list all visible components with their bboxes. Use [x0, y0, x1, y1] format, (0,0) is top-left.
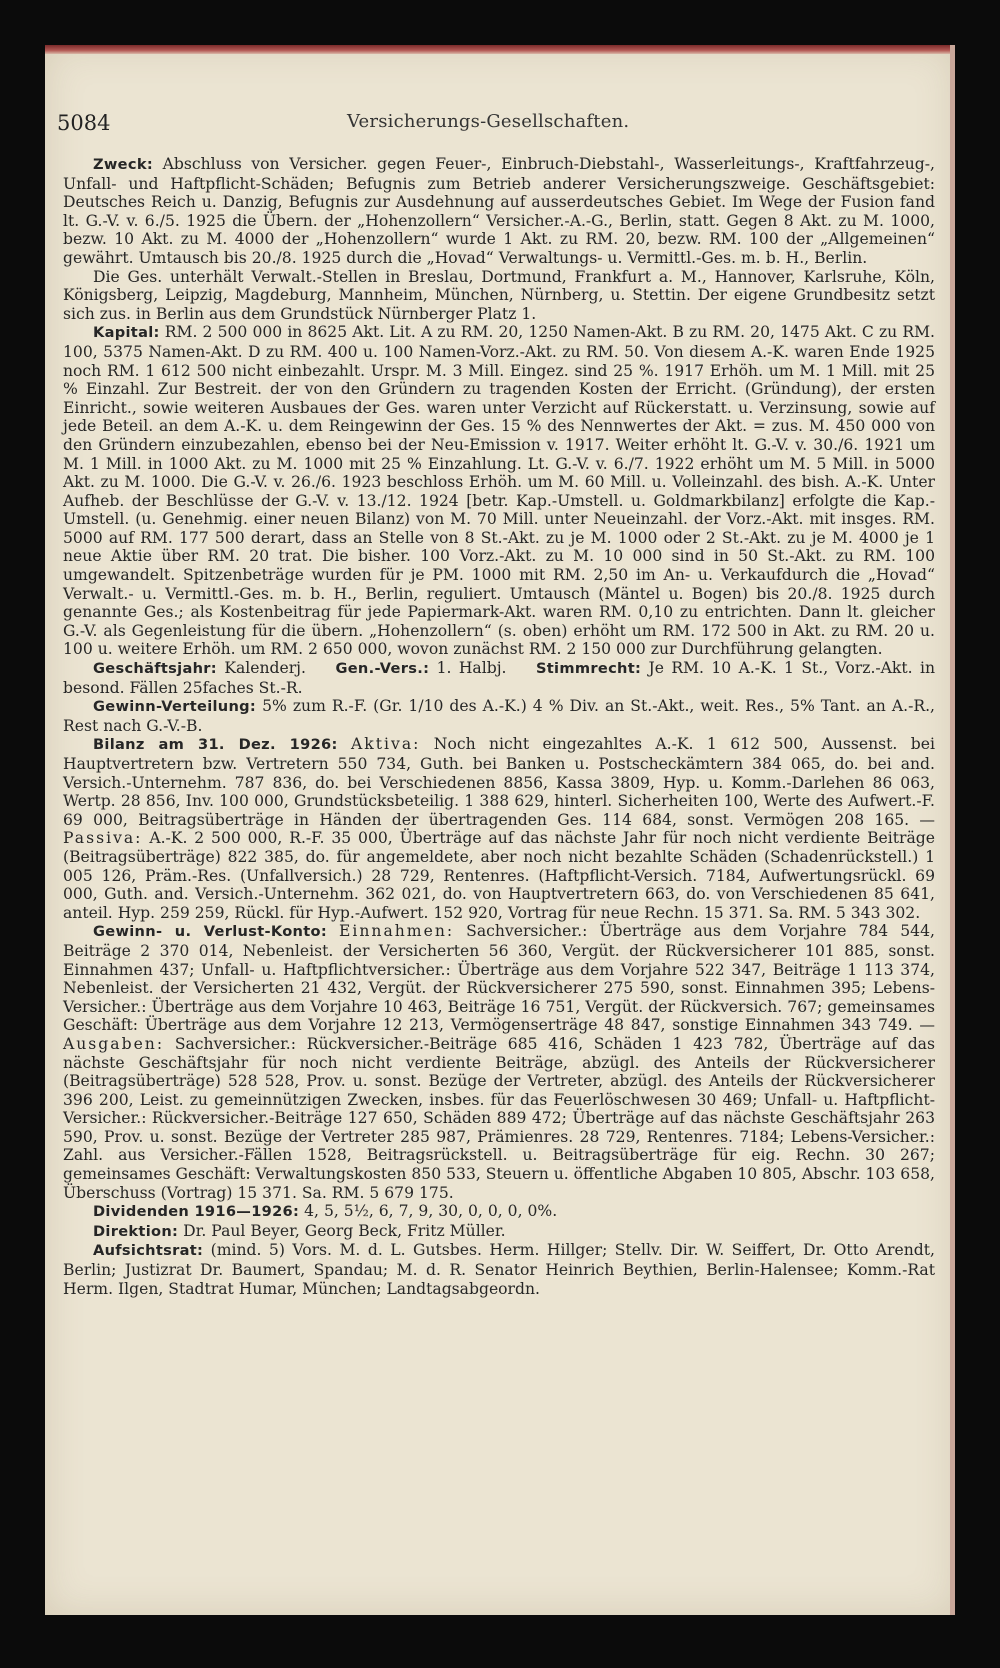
aufsichtsrat-label: Aufsichtsrat:	[93, 1242, 204, 1260]
zweck-label: Zweck:	[93, 156, 153, 173]
aufsichtsrat-text: (mind. 5) Vors. M. d. L. Gutsbes. Herm. Hillger; Stellv. Dir. W. Seiffert, Dr. Otto Arendt, Berlin; Justizrat Dr. Baumert, Spandau; M. d. R. Senator Heinrich Beythien, Berlin-Halensee; Komm.-Rat Herm. Ilgen, Stadtrat Humar, München; Landtagsabgeordn.	[63, 1241, 935, 1298]
section-gewinn-verteilung	[63, 697, 935, 735]
dividenden-text: 4, 5, 5½, 6, 7, 9, 30, 0, 0, 0, 0%.	[304, 1202, 558, 1221]
stimmrecht-text: Je RM. 10 A.-K. 1 St., Vorz.-Akt. in besond. Fällen 25faches St.-R.	[63, 659, 935, 697]
stimmrecht-label: Stimmrecht:	[535, 660, 642, 678]
scanned-page	[45, 45, 955, 1615]
gen-vers-label: Gen.-Vers.:	[335, 660, 430, 678]
guv-einnahmen-label: Einnahmen:	[339, 922, 455, 941]
gewinn-verteilung-text: 5% zum R.-F. (Gr. 1/10 des A.-K.) 4 % Div. an St.-Akt., weit. Res., 5% Tant. an A.-R., Rest nach G.-V.-B.	[63, 697, 935, 735]
zweck-text: Abschluss von Versicher. gegen Feuer-, Einbruch-Diebstahl-, Wasserleitungs-, Kraftfahrzeug-, Unfall- und Haftpflicht-Schäden; Befugnis zum Betrieb anderer Versicherungszweige. Geschäftsgebiet: Deutsches Reich u. Danzig, Befugnis zur Ausdehnung auf ausserdeutsches Gebiet. Im Wege der Fusion fand lt. G.-V. v. 6./5. 1925 die Übern. der „Hohenzollern“ Versicher.-A.-G., Berlin, statt. Gegen 8 Akt. zu M. 1000, bezw. 10 Akt. zu M. 4000 der „Hohenzollern“ wurde 1 Akt. zu RM. 20, bezw. RM. 100 der „Allgemeinen“ gewährt. Umtausch bis 20./8. 1925 durch die „Hovad“ Verwaltungs- u. Vermittl.-Ges. m. b. H., Berlin.	[63, 155, 935, 267]
guv-label: Gewinn- u. Verlust-Konto:	[93, 923, 327, 941]
direktion-label: Direktion:	[93, 1222, 179, 1240]
running-title: Versicherungs-Gesellschaften.	[347, 111, 630, 132]
guv-ausgaben-label: Ausgaben:	[63, 1034, 165, 1053]
article-body	[63, 155, 935, 1298]
guv-einnahmen-text: Sachversicher.: Überträge aus dem Vorjahre 784 544, Beiträge 2 370 014, Nebenleist. der Versicherten 56 360, Vergüt. der Rückversicherer 101 885, sonst. Einnahmen 437; Unfall- u. Haftpflichtversicher.: Überträge aus dem Vorjahre 522 347, Beiträge 1 113 374, Nebenleist. der Versicherten 21 432, Vergüt. der Rückversicherer 275 590, sonst. Einnahmen 395; Lebens-Versicher.: Überträge aus dem Vorjahre 10 463, Beiträge 16 751, Vergüt. der Rückversich. 767; gemeinsames Geschäft: Überträge aus dem Vorjahre 12 213, Vermögenserträge 48 847, sonstige Einnahmen 343 749. —	[63, 922, 935, 1035]
section-kapital	[63, 323, 935, 659]
dividenden-label: Dividenden 1916—1926:	[93, 1203, 300, 1221]
section-guv	[63, 922, 935, 1202]
gen-vers-text: 1. Halbj.	[436, 659, 507, 678]
guv-ausgaben-text: Sachversicher.: Rückversicher.-Beiträge 685 416, Schäden 1 423 782, Überträge auf das nächste Geschäftsjahr für noch nicht verdiente Beiträge, abzügl. des Anteils der Rückversicherer (Beitragsüberträge) 528 528, Prov. u. sonst. Bezüge der Vertreter, abzügl. des Anteils der Rückversicherer 396 200, Leist. zu gemeinnützigen Zwecken, insbes. für das Feuerlöschwesen 30 469; Unfall- u. Haftpflicht-Versicher.: Rückversicher.-Beiträge 127 650, Schäden 889 472; Überträge auf das nächste Geschäftsjahr 263 590, Prov. u. sonst. Bezüge der Vertreter 285 987, Prämienres. 28 729, Rentenres. 7184; Lebens-Versicher.: Zahl. aus Versicher.-Fällen 1528, Beitragsrückstell. u. Beitragsüberträge für eig. Rechn. 30 267; gemeinsames Geschäft: Verwaltungskosten 850 533, Steuern u. öffentliche Abgaben 10 805, Abschr. 103 658, Überschuss (Vortrag) 15 371. Sa. RM. 5 679 175.	[63, 1034, 935, 1202]
section-geschaeftsjahr	[63, 659, 935, 697]
section-dividenden	[63, 1202, 935, 1222]
page-header	[57, 111, 937, 139]
bilanz-label: Bilanz am 31. Dez. 1926:	[93, 736, 338, 754]
geschaeftsjahr-label: Geschäftsjahr:	[93, 660, 217, 678]
bilanz-aktiva-text: Noch nicht eingezahltes A.-K. 1 612 500, Aussenst. bei Hauptvertretern bzw. Vertretern 550 734, Guth. bei Banken u. Postscheckämtern 384 065, do. bei and. Versich.-Unternehm. 787 836, do. bei Verschiedenen 8856, Kassa 3809, Hyp. u. Komm.-Darlehen 86 063, Wertp. 28 856, Inv. 100 000, Grundstücksbeteilig. 1 388 629, hinterl. Sicherheiten 100, Werte des Aufwert.-F. 69 000, Beitragsüberträge in Händen der übertragenden Ges. 114 684, sonst. Vermögen 208 165. —	[63, 735, 935, 829]
bilanz-aktiva-label: Aktiva:	[351, 735, 421, 754]
section-direktion	[63, 1222, 935, 1242]
geschaeftsjahr-text: Kalenderj.	[224, 659, 306, 678]
page-right-edge	[950, 45, 955, 1615]
zweck-text-2: Die Ges. unterhält Verwalt.-Stellen in Breslau, Dortmund, Frankfurt a. M., Hannover, Karlsruhe, Köln, Königsberg, Leipzig, Magdeburg, Mannheim, München, Nürnberg, u. Stettin. Der eigene Grundbesitz setzt sich zus. in Berlin aus dem Grundstück Nürnberger Platz 1.	[63, 267, 935, 323]
page-top-edge	[45, 45, 955, 54]
kapital-text: RM. 2 500 000 in 8625 Akt. Lit. A zu RM. 20, 1250 Namen-Akt. B zu RM. 20, 1475 Akt. C zu RM. 100, 5375 Namen-Akt. D zu RM. 400 u. 100 Namen-Vorz.-Akt. zu RM. 50. Von diesem A.-K. waren Ende 1925 noch RM. 1 612 500 nicht einbezahlt. Urspr. M. 3 Mill. Eingez. sind 25 %. 1917 Erhöh. um M. 1 Mill. mit 25 % Einzahl. Zur Bestreit. der von den Gründern zu tragenden Kosten der Erricht. (Gründung), der ersten Einricht., sowie weiteren Ausbaues der Ges. waren unter Verzicht auf Rückerstatt. u. Verzinsung, sowie auf jede Beteil. an dem A.-K. u. dem Reingewinn der Ges. 15 % des Nennwertes der Akt. = zus. M. 450 000 von den Gründern einzubezahlen, ebenso bei der Neu-Emission v. 1917. Weiter erhöht lt. G.-V. v. 30./6. 1921 um M. 1 Mill. in 1000 Akt. zu M. 1000 mit 25 % Einzahlung. Lt. G.-V. v. 6./7. 1922 erhöht um M. 5 Mill. in 5000 Akt. zu M. 1000. Die G.-V. v. 26./6. 1923 beschloss Erhöh. um M. 60 Mill. u. Volleinzahl. des bish. A.-K. Unter Aufheb. der Beschlüsse der G.-V. v. 13./12. 1924 [betr. Kap.-Umstell. u. Goldmarkbilanz] erfolgte die Kap.-Umstell. (u. Genehmig. einer neuen Bilanz) von M. 70 Mill. unter Neueinzahl. der Vorz.-Akt. mit insges. RM. 5000 auf RM. 177 500 derart, dass an Stelle von 8 St.-Akt. zu je M. 1000 oder 2 St.-Akt. zu je M. 4000 je 1 neue Aktie über RM. 20 trat. Die bisher. 100 Vorz.-Akt. zu M. 10 000 sind in 50 St.-Akt. zu RM. 100 umgewandelt. Spitzenbeträge wurden für je PM. 1000 mit RM. 2,50 im An- u. Verkaufdurch die „Hovad“ Verwalt.- u. Vermittl.-Ges. m. b. H., Berlin, reguliert. Umtausch (Mäntel u. Bogen) bis 20./8. 1925 durch genannte Ges.; als Kostenbeitrag für jede Papiermark-Akt. waren RM. 0,10 zu entrichten. Dann lt. gleicher G.-V. als Gegenleistung für die übern. „Hohenzollern“ (s. oben) erhöht um RM. 172 500 in Akt. zu RM. 20 u. 100 u. weitere Erhöh. um RM. 2 650 000, wovon zunächst RM. 2 150 000 zur Durchführung gelangten.	[63, 323, 935, 659]
bilanz-passiva-label: Passiva:	[63, 829, 143, 848]
section-bilanz	[63, 735, 935, 922]
section-zweck	[63, 155, 935, 268]
section-zweck-cont	[63, 268, 935, 324]
gewinn-verteilung-label: Gewinn-Verteilung:	[93, 698, 257, 716]
kapital-label: Kapital:	[93, 324, 160, 342]
bilanz-passiva-text: A.-K. 2 500 000, R.-F. 35 000, Überträge auf das nächste Jahr für noch nicht verdiente Beiträge (Beitragsüberträge) 822 385, do. für angemeldete, aber noch nicht bezahlte Schäden (Schadenrückstell.) 1 005 126, Präm.-Res. (Unfallversich.) 28 729, Rentenres. (Haftpflicht-Versich. 7184, Aufwertungsrückl. 69 000, Guth. and. Versich.-Unternehm. 362 021, do. von Hauptvertretern 663, do. von Verschiedenen 85 641, anteil. Hyp. 259 259, Rückl. für Hyp.-Aufwert. 152 920, Vortrag für neue Rechn. 15 371. Sa. RM. 5 343 302.	[63, 829, 935, 922]
page-number: 5084	[57, 111, 111, 135]
direktion-text: Dr. Paul Beyer, Georg Beck, Fritz Müller.	[183, 1221, 506, 1240]
section-aufsichtsrat	[63, 1241, 935, 1298]
